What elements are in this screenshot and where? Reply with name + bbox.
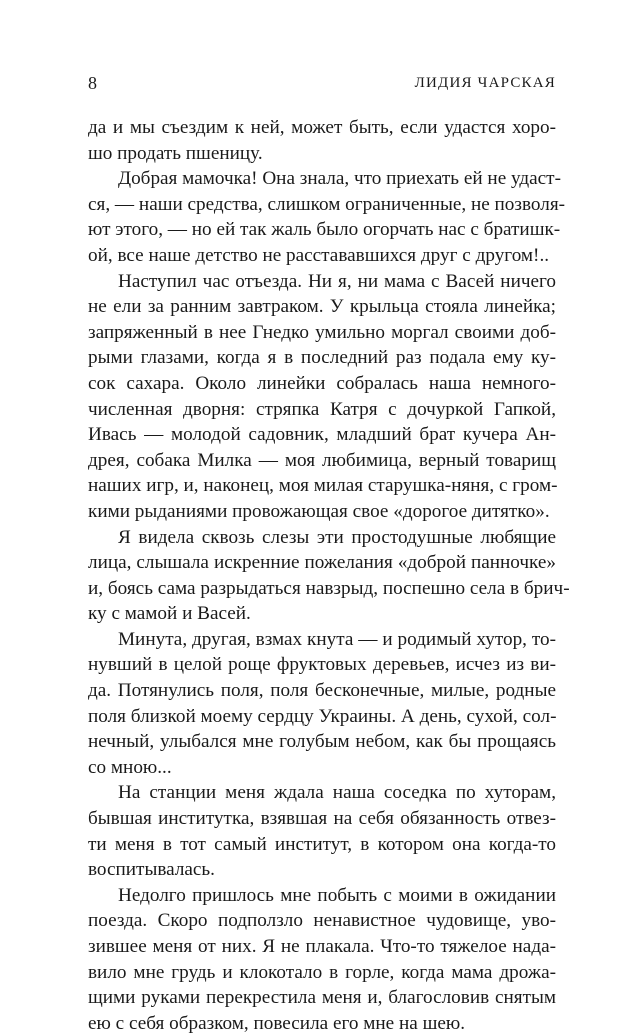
text-line: да. Потянулись поля, поля бесконечные, милые, родные	[88, 680, 556, 702]
paragraph	[88, 166, 566, 268]
text-line: щими руками перекрестила меня и, благословив снятым	[88, 987, 556, 1009]
body-text	[88, 115, 570, 1036]
text-line: ею с себя образком, повесила его мне на шею.	[88, 1012, 465, 1034]
text-line: дрея, собака Милка — моя любимица, верный товарищ	[88, 449, 556, 471]
text-line: рыми глазами, когда я в последний раз подала ему ку-	[88, 347, 556, 369]
text-line: численная дворня: стряпка Катря с дочуркой Гапкой,	[88, 398, 556, 420]
text-line: ют этого, — но ей так жаль было огорчать нас с братишк-	[88, 219, 561, 241]
text-line: ти меня в тот самый институт, в котором она когда-то	[88, 833, 556, 855]
running-head-author: ЛИДИЯ ЧАРСКАЯ	[414, 75, 556, 91]
text-line: со мною...	[88, 756, 172, 778]
text-line: Минута, другая, взмах кнута — и родимый хутор, то-	[118, 628, 556, 650]
text-line: воспитывалась.	[88, 859, 215, 881]
text-line: лица, слышала искренние пожелания «доброй панночке»	[88, 552, 556, 574]
text-line: запряженный в нее Гнедко умильно моргал своими доб-	[88, 321, 556, 343]
text-line: сок сахара. Около линейки собралась наша немного-	[88, 372, 556, 394]
paragraph	[88, 883, 556, 1036]
text-line: ой, все наше детство не расстававшихся друг с другом!..	[88, 244, 550, 266]
text-line: поля близкой моему сердцу Украины. А день, сухой, сол-	[88, 705, 557, 727]
paragraph	[88, 780, 556, 882]
text-line: да и мы съездим к ней, может быть, если удастся хоро-	[88, 117, 556, 138]
paragraph	[88, 627, 556, 781]
text-line: Я видела сквозь слезы эти простодушные любящие	[118, 526, 556, 548]
text-line: Недолго пришлось мне побыть с моими в ожидании	[118, 884, 556, 906]
text-line: нечный, улыбался мне голубым небом, как бы прощаясь	[88, 731, 556, 753]
text-line: и, боясь сама разрыдаться навзрыд, поспешно села в брич-	[88, 577, 570, 599]
text-line: наших игр, и, наконец, моя милая старушка-няня, с гром-	[88, 475, 558, 497]
page-number: 8	[88, 73, 97, 93]
text-line: не ели за ранним завтраком. У крыльца стояла линейка;	[88, 296, 556, 318]
text-line: нувший в целой роще фруктовых деревьев, исчез из ви-	[88, 654, 556, 676]
text-line: зившее меня от них. Я не плакала. Что-то тяжелое нада-	[88, 936, 556, 957]
text-line: кими рыданиями провожающая свое «дорогое дитятко».	[88, 500, 550, 522]
text-line: ся, — наши средства, слишком ограниченные, не позволя-	[88, 193, 566, 215]
text-line: вило мне грудь и клокотало в горле, когда мама дрожа-	[88, 961, 556, 983]
text-line: На станции меня ждала наша соседка по хуторам,	[118, 782, 556, 804]
text-line: ку с мамой и Васей.	[88, 603, 251, 625]
text-line: Ивась — молодой садовник, младший брат кучера Ан-	[88, 424, 556, 446]
text-line: бывшая институтка, взявшая на себя обязанность отвез-	[88, 808, 556, 830]
paragraph	[88, 115, 556, 166]
text-line: поезда. Скоро подползло ненавистное чудовище, уво-	[88, 910, 556, 932]
running-head	[88, 72, 556, 94]
paragraph	[88, 525, 570, 627]
text-line: Наступил час отъезда. Ни я, ни мама с Васей ничего	[118, 270, 556, 292]
text-line: Добрая мамочка! Она знала, что приехать ей не удаст-	[118, 168, 561, 190]
text-line: шо продать пшеницу.	[88, 142, 263, 164]
paragraph	[88, 269, 556, 525]
